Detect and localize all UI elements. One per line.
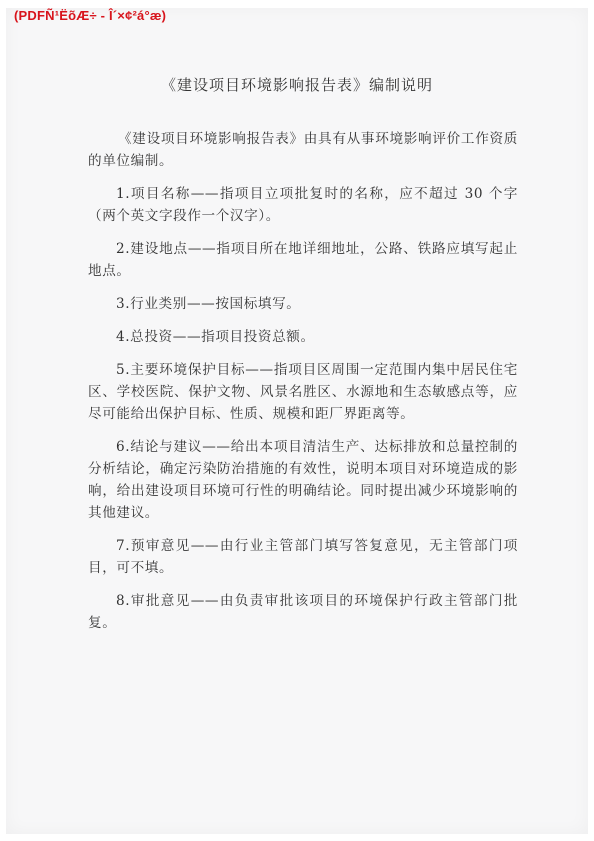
paragraph-item-8: 8.审批意见——由负责审批该项目的环境保护行政主管部门批复。 — [88, 593, 518, 632]
paragraph-item-6: 6.结论与建议——给出本项目清洁生产、达标排放和总量控制的分析结论，确定污染防治措施的有效性，说明本项目对环境造成的影响，给出建设项目环境可行性的明确结论。同时提出减少环境影响的其他建议。 — [88, 438, 518, 522]
watermark-text: (PDFÑ¹ËõÆ÷ - Î´×¢²á°æ) — [14, 8, 167, 23]
paragraph-item-3: 3.行业类别——按国标填写。 — [116, 296, 301, 312]
document-title: 《建设项目环境影响报告表》编制说明 — [160, 76, 433, 94]
paragraph-item-5: 5.主要环境保护目标——指项目区周围一定范围内集中居民住宅区、学校医院、保护文物、风景名胜区、水源地和生态敏感点等，应尽可能给出保护目标、性质、规模和距厂界距离等。 — [88, 361, 518, 422]
paragraph-item-1: 1.项目名称——指项目立项批复时的名称，应不超过 30 个字（两个英文字段作一个汉字）。 — [88, 186, 518, 225]
paragraph-item-2: 2.建设地点——指项目所在地详细地址，公路、铁路应填写起止地点。 — [88, 241, 518, 280]
paragraph-item-7: 7.预审意见——由行业主管部门填写答复意见，无主管部门项目，可不填。 — [88, 538, 518, 577]
document-body — [88, 128, 518, 645]
paragraph-item-4: 4.总投资——指项目投资总额。 — [116, 328, 315, 345]
paragraph-intro: 《建设项目环境影响报告表》由具有从事环境影响评价工作资质的单位编制。 — [88, 131, 518, 170]
